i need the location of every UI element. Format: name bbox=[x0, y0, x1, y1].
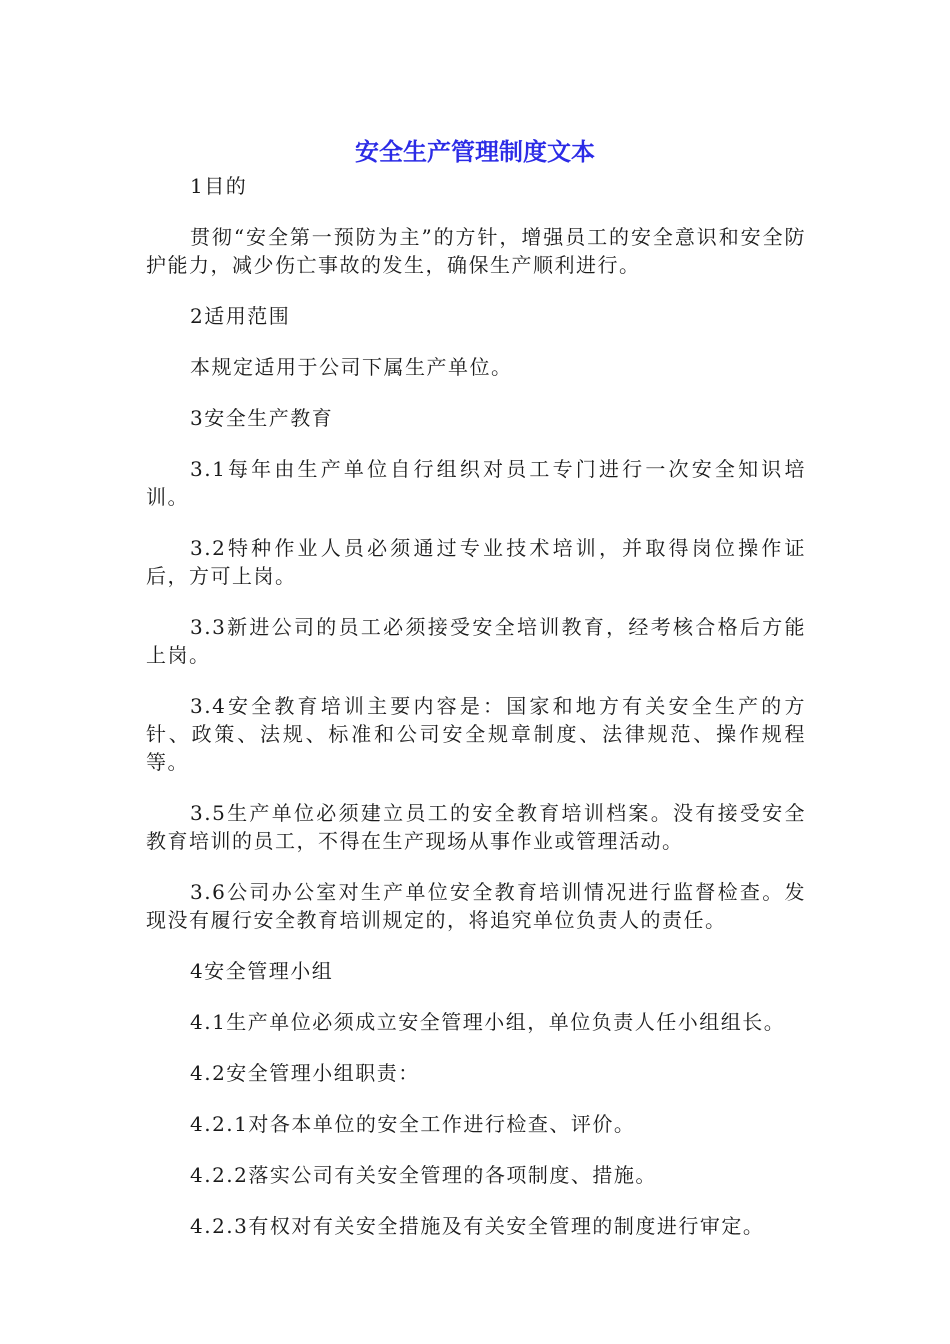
clause-4-2-3: 4.2.3有权对有关安全措施及有关安全管理的制度进行审定。 bbox=[190, 1214, 765, 1238]
clause-3-3: 3.3新进公司的员工必须接受安全培训教育，经考核合格后方能上岗。 bbox=[146, 615, 806, 667]
clause-4-2-2: 4.2.2落实公司有关安全管理的各项制度、措施。 bbox=[190, 1163, 657, 1187]
clause-4-2: 4.2安全管理小组职责： bbox=[190, 1061, 420, 1085]
section-heading-scope: 2适用范围 bbox=[190, 304, 291, 328]
clause-4-2-1: 4.2.1对各本单位的安全工作进行检查、评价。 bbox=[190, 1112, 636, 1136]
document-body bbox=[146, 172, 806, 1263]
clause-3-5: 3.5生产单位必须建立员工的安全教育培训档案。没有接受安全教育培训的员工，不得在生产现场从事作业或管理活动。 bbox=[146, 801, 806, 853]
paragraph-scope: 本规定适用于公司下属生产单位。 bbox=[190, 355, 513, 379]
section-heading-purpose: 1目的 bbox=[190, 174, 248, 198]
section-heading-management-group: 4安全管理小组 bbox=[190, 959, 334, 983]
clause-3-1: 3.1每年由生产单位自行组织对员工专门进行一次安全知识培训。 bbox=[146, 457, 806, 509]
section-heading-education: 3安全生产教育 bbox=[190, 406, 334, 430]
document-title: 安全生产管理制度文本 bbox=[355, 138, 595, 166]
clause-4-1: 4.1生产单位必须成立安全管理小组，单位负责人任小组组长。 bbox=[190, 1010, 786, 1034]
paragraph-purpose: 贯彻“安全第一预防为主”的方针，增强员工的安全意识和安全防护能力，减少伤亡事故的发生，确保生产顺利进行。 bbox=[146, 225, 806, 277]
clause-3-2: 3.2特种作业人员必须通过专业技术培训，并取得岗位操作证后，方可上岗。 bbox=[146, 536, 806, 588]
clause-3-6: 3.6公司办公室对生产单位安全教育培训情况进行监督检查。发现没有履行安全教育培训规定的，将追究单位负责人的责任。 bbox=[146, 880, 806, 932]
clause-3-4: 3.4安全教育培训主要内容是：国家和地方有关安全生产的方针、政策、法规、标准和公司安全规章制度、法律规范、操作规程等。 bbox=[146, 694, 806, 774]
